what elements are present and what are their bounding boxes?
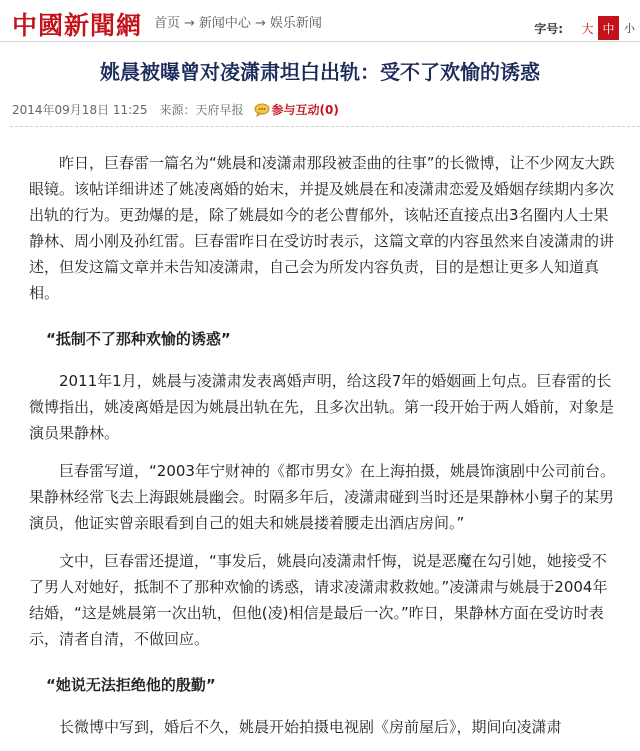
breadcrumb-arrow-icon: → (254, 16, 266, 31)
font-size-label: 字号: (534, 21, 563, 36)
header-divider (10, 126, 640, 127)
comment-label: 参与互动(0) (271, 103, 339, 117)
article-paragraph: 巨春雷写道，“2003年宁财神的《都市男女》在上海拍摄，姚晨饰演剧中公司前台。果静林经常飞去上海跟姚晨幽会。时隔多年后，凌潇肃碰到当时还是果静林小舅子的某男演员，他证实曾亲眼看到自己的姐夫和姚晨搂着腰走出酒店房间。” (29, 462, 615, 532)
article-paragraph: 长微博中写到，婚后不久，姚晨开始拍摄电视剧《房前屋后》，期间向凌潇肃 (59, 718, 562, 736)
site-logo[interactable]: 中國新聞網 (12, 11, 143, 40)
breadcrumb-entertainment-link[interactable]: 娱乐新闻 (269, 16, 322, 31)
breadcrumb-arrow-icon: → (184, 16, 195, 31)
font-size-large-button[interactable]: 大 (581, 21, 594, 36)
article-paragraph: 2011年1月，姚晨与凌潇肃发表离婚声明，给这段7年的婚姻画上句点。巨春雷的长微博指出，姚凌离婚是因为姚晨出轨在先，且多次出轨。第一段开始于两人婚前，对象是演员果静林。 (29, 372, 615, 442)
article-body (29, 150, 621, 751)
article-paragraph: 昨日，巨春雷一篇名为“姚晨和凌潇肃那段被歪曲的往事”的长微博，让不少网友大跌眼镜。该帖详细讲述了姚凌离婚的始末，并提及姚晨在和凌潇肃恋爱及婚姻存续期内多次出轨的行为。更劲爆的是，除了姚晨如今的老公曹郁外，该帖还直接点出3名圈内人士果静林、周小刚及孙红雷。巨春雷昨日在受访时表示，这篇文章的内容虽然来自凌潇肃的讲述，但发这篇文章并未告知凌潇肃，自己会为所发内容负责，目的是想让更多人知道真相。 (29, 154, 615, 302)
comment-link[interactable] (254, 101, 339, 118)
font-size-small-button[interactable]: 小 (624, 22, 635, 35)
breadcrumb-news-center-link[interactable]: 新闻中心 (198, 16, 251, 31)
article-source: 来源：天府早报 (159, 103, 244, 117)
breadcrumb (154, 12, 322, 31)
publish-date: 2014年09月18日 11:25 (12, 103, 148, 117)
font-size-switcher (534, 16, 640, 40)
article-subheading: “抵制不了那种欢愉的诱惑” (46, 330, 231, 348)
breadcrumb-home-link[interactable]: 首页 (154, 16, 181, 31)
article-subheading: “她说无法拒绝他的殷勤” (46, 676, 216, 694)
font-size-medium-button[interactable]: 中 (598, 16, 619, 40)
article-meta (12, 101, 339, 118)
comment-bubble-icon (254, 103, 270, 117)
top-bar (0, 0, 640, 42)
article-title: 姚晨被曝曾对凌潇肃坦白出轨：受不了欢愉的诱惑 (100, 60, 540, 84)
article-paragraph: 文中，巨春雷还提道，“事发后，姚晨向凌潇肃忏悔，说是恶魔在勾引她，她接受不了男人对她好，抵制不了那种欢愉的诱惑，请求凌潇肃救救她。”凌潇肃与姚晨于2004年结婚，“这是姚晨第一次出轨，但他(凌)相信是最后一次。”昨日，果静林方面在受访时表示，清者自清，不做回应。 (29, 552, 608, 648)
